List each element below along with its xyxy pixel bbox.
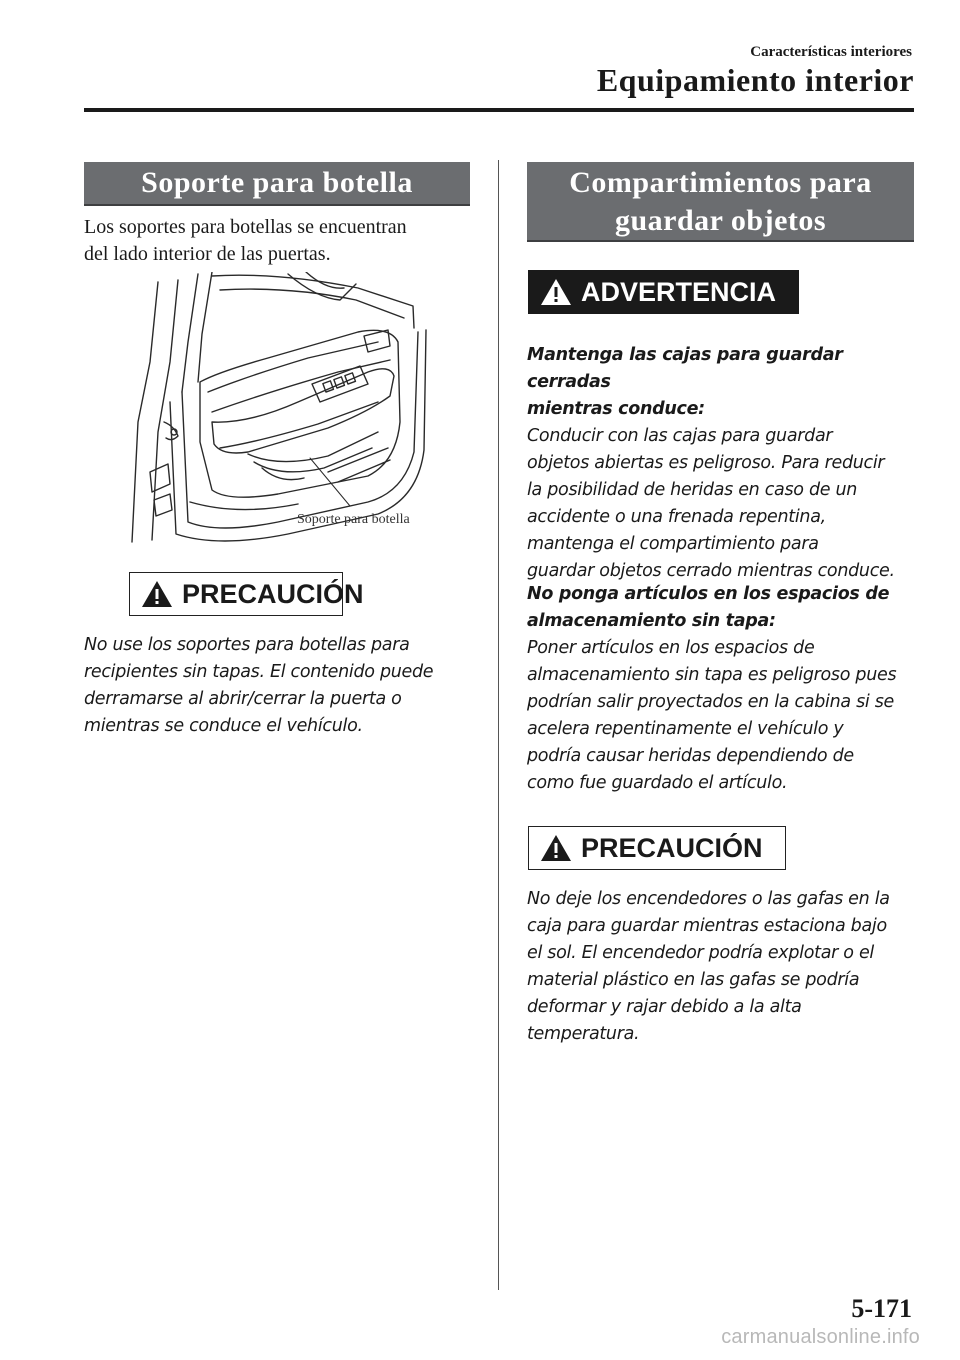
text-line: Mantenga las cajas para guardar cerradas [527,345,843,392]
chapter-title: Equipamiento interior [596,62,914,98]
text-line: derramarse al abrir/cerrar la puerta o [84,689,402,709]
left-caution-text [84,632,484,740]
warning-item-1 [527,342,927,585]
text-line: mientras se conduce el vehículo. [84,716,363,736]
door-bottle-holder-illustration [128,272,428,552]
text-line: guardar objetos cerrado mientras conduce. [527,561,895,581]
warning-triangle-icon [539,833,573,863]
header-rule [84,108,914,112]
text-line: No ponga artículos en los espacios de [527,584,890,604]
text-line: mientras conduce: [527,399,705,419]
right-section-title [527,162,914,242]
text-line: como fue guardado el artículo. [527,773,788,793]
warning-label: ADVERTENCIA [581,276,777,307]
warning-triangle-icon [539,277,573,307]
text-line: la posibilidad de heridas en caso de un [527,480,858,500]
text-line: mantenga el compartimiento para [527,534,819,554]
caution-label: PRECAUCIÓN [182,578,364,609]
text-line: acelera repentinamente el vehículo y [527,719,844,739]
column-divider [498,160,499,1290]
section-title: Características interiores [750,44,912,60]
title-line: guardar objetos [614,204,827,237]
watermark: carmanualsonline.info [721,1326,920,1348]
text-line: Conducir con las cajas para guardar [527,426,833,446]
text-line: podría causar heridas dependiendo de [527,746,854,766]
text-line: del lado interior de las puertas. [84,243,331,265]
left-section-title: Soporte para botella [84,162,470,206]
text-line: almacenamiento sin tapa es peligroso pues [527,665,897,685]
right-caution-text [527,886,927,1048]
warning-item-2 [527,581,927,797]
text-line: temperatura. [527,1024,640,1044]
text-line: Poner artículos en los espacios de [527,638,815,658]
caution-label: PRECAUCIÓN [581,832,763,863]
warning-badge [528,270,799,314]
caution-badge [129,572,364,616]
text-line: podrían salir proyectados en la cabina si se [527,692,895,712]
text-line: almacenamiento sin tapa: [527,611,776,631]
title-line: Compartimientos para [569,166,872,199]
text-line: objetos abiertas es peligroso. Para reducir [527,453,885,473]
warning-triangle-icon [140,579,174,609]
text-line: Los soportes para botellas se encuentran [84,216,407,238]
text-line: caja para guardar mientras estaciona bajo [527,916,887,936]
text-line: No deje los encendedores o las gafas en la [527,889,890,909]
left-intro [84,214,484,268]
text-line: el sol. El encendedor podría explotar o el [527,943,874,963]
text-line: recipientes sin tapas. El contenido puede [84,662,434,682]
text-line: accidente o una frenada repentina, [527,507,826,527]
text-line: deformar y rajar debido a la alta [527,997,802,1017]
text-line: No use los soportes para botellas para [84,635,410,655]
text-line: material plástico en las gafas se podría [527,970,860,990]
page-number: 5-171 [851,1294,912,1323]
caution-badge [528,826,786,870]
figure-label: Soporte para botella [297,512,410,527]
